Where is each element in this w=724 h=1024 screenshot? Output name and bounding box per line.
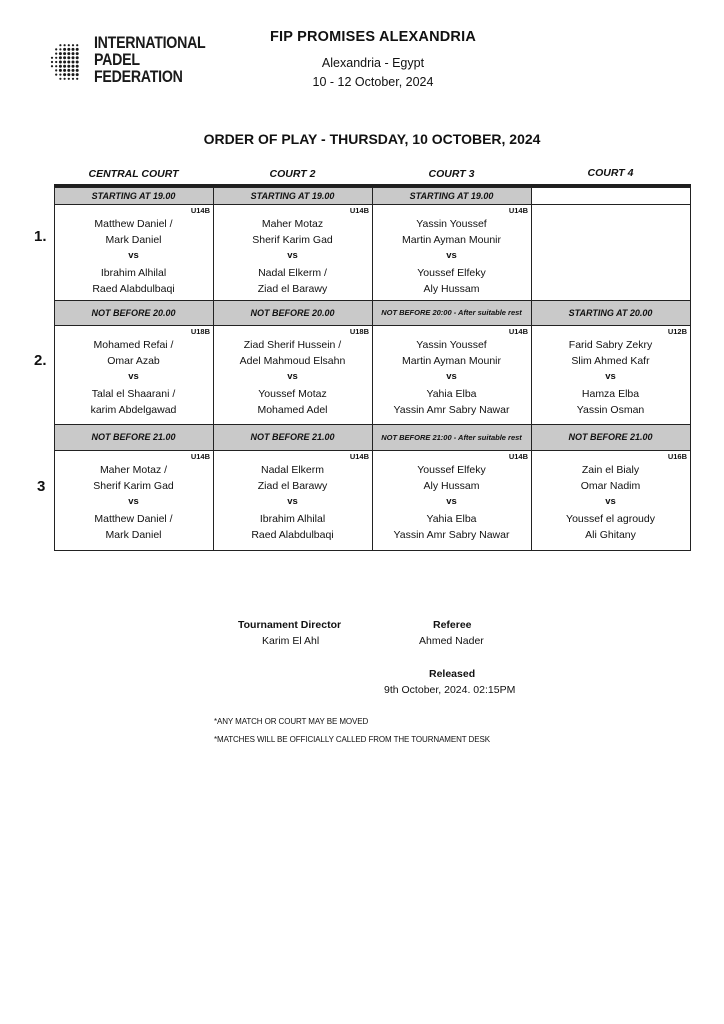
logo-dot: [63, 48, 66, 51]
logo-dot: [72, 48, 75, 51]
time-slot-label: NOT BEFORE 21.00: [91, 432, 176, 442]
logo-dot: [51, 57, 53, 59]
player-name: Youssef el agroudy: [566, 513, 655, 525]
category-label: U14B: [349, 452, 369, 461]
logo-dot: [76, 73, 79, 76]
grid-line: [372, 187, 373, 551]
grid-line: [690, 187, 691, 551]
player-name: Martin Ayman Mounir: [401, 234, 501, 246]
player-name: Yassin Youssef: [416, 218, 487, 230]
versus-label: vs: [128, 371, 139, 382]
time-slot-label: STARTING AT 19.00: [91, 190, 176, 201]
logo-dot: [64, 78, 66, 80]
player-name: Ali Ghitany: [585, 529, 636, 541]
logo-dot: [67, 73, 70, 76]
footer-note: *MATCHES WILL BE OFFICIALLY CALLED FROM THE TOURNAMENT DESK: [214, 735, 490, 744]
padel-ball-icon: [48, 33, 92, 91]
director-label: Tournament Director: [238, 619, 342, 631]
player-name: Yassin Amr Sabry Nawar: [393, 404, 510, 416]
player-name: Ibrahim Alhilal: [259, 513, 326, 525]
court-header: COURT 4: [587, 167, 634, 179]
player-name: Ibrahim Alhilal: [100, 267, 167, 279]
player-name: Mohamed Refai /: [93, 339, 174, 351]
logo-dot: [72, 69, 75, 72]
player-name: Nadal Elkerm: [260, 464, 325, 476]
logo-dot: [76, 61, 79, 64]
logo-dot: [59, 48, 61, 50]
player-name: Youssef Elfeky: [417, 267, 486, 279]
player-name: Farid Sabry Zekry: [568, 339, 653, 351]
category-label: U14B: [508, 452, 528, 461]
logo-dot: [55, 65, 57, 67]
round-number: 1.: [34, 228, 47, 245]
player-name: Adel Mahmoud Elsahn: [239, 355, 346, 367]
player-name: Raed Alabdulbaqi: [92, 283, 175, 295]
player-name: Talal el Shaarani /: [91, 388, 176, 400]
time-slot-label: NOT BEFORE 20.00: [250, 307, 335, 318]
player-name: Mark Daniel: [105, 529, 162, 541]
category-label: U14B: [508, 206, 528, 215]
logo-dot: [76, 48, 79, 51]
player-name: Omar Nadim: [580, 480, 641, 492]
logo-dot: [51, 61, 53, 63]
player-name: karim Abdelgawad: [90, 404, 177, 416]
logo-dot: [67, 69, 70, 72]
logo-dot: [68, 78, 70, 80]
logo-dot: [72, 65, 75, 68]
logo-dot: [72, 52, 75, 55]
player-name: Raed Alabdulbaqi: [251, 529, 334, 541]
logo-dot: [76, 65, 79, 68]
logo-dot: [67, 61, 70, 64]
logo-dot: [59, 44, 61, 46]
player-name: Yahia Elba: [426, 513, 477, 525]
logo-dot: [55, 48, 57, 50]
logo-dot: [63, 61, 66, 64]
logo-dot: [59, 52, 62, 55]
versus-label: vs: [605, 371, 616, 382]
logo-dot: [72, 56, 75, 59]
time-slot-label: NOT BEFORE 20:00 - After suitable rest: [381, 308, 522, 317]
player-name: Slim Ahmed Kafr: [571, 355, 650, 367]
category-label: U18B: [349, 327, 369, 336]
logo-dot: [59, 74, 61, 76]
category-label: U14B: [190, 206, 210, 215]
grid-line: [54, 187, 55, 551]
time-slot-label: STARTING AT 20.00: [568, 307, 653, 318]
round-number: 2.: [34, 352, 47, 369]
player-name: Matthew Daniel /: [94, 513, 173, 525]
player-name: Omar Azab: [107, 355, 160, 367]
player-name: Youssef Motaz: [258, 388, 327, 400]
versus-label: vs: [128, 250, 139, 261]
category-label: U12B: [667, 327, 687, 336]
player-name: Maher Motaz /: [99, 464, 168, 476]
category-label: U18B: [190, 327, 210, 336]
versus-label: vs: [128, 496, 139, 507]
logo-dot: [72, 61, 75, 64]
court-header: COURT 3: [428, 168, 475, 180]
grid-line: [213, 187, 214, 551]
logo-dot: [55, 74, 57, 76]
player-name: Aly Hussam: [423, 283, 480, 295]
time-slot-label: STARTING AT 19.00: [250, 190, 335, 201]
logo-dot: [76, 69, 79, 72]
time-slot-label: NOT BEFORE 21.00: [250, 432, 335, 442]
logo-dot: [67, 65, 70, 68]
schedule-grid: [54, 184, 691, 551]
player-name: Mark Daniel: [105, 234, 162, 246]
logo-dot: [55, 57, 57, 59]
logo-dot: [72, 73, 75, 76]
court-header: COURT 2: [269, 168, 316, 180]
logo-line: INTERNATIONAL: [94, 34, 206, 52]
logo-dot: [68, 44, 70, 46]
player-name: Maher Motaz: [261, 218, 324, 230]
released-label: Released: [429, 668, 476, 680]
player-name: Zain el Bialy: [581, 464, 640, 476]
logo-dot: [63, 69, 66, 72]
logo-dot: [76, 44, 78, 46]
player-name: Yassin Youssef: [416, 339, 487, 351]
player-name: Mohamed Adel: [257, 404, 328, 416]
versus-label: vs: [287, 496, 298, 507]
category-label: U14B: [349, 206, 369, 215]
tournament-title: FIP PROMISES ALEXANDRIA: [269, 29, 476, 45]
versus-label: vs: [446, 371, 457, 382]
time-slot-label: [533, 187, 688, 204]
referee-name: Ahmed Nader: [419, 635, 484, 647]
versus-label: vs: [446, 250, 457, 261]
round-number: 3: [37, 478, 46, 495]
player-name: Yahia Elba: [426, 388, 477, 400]
logo-dot: [67, 52, 70, 55]
logo-dot: [59, 69, 62, 72]
tournament-dates: 10 - 12 October, 2024: [312, 75, 434, 89]
player-name: Ziad el Barawy: [257, 283, 328, 295]
time-slot-label: NOT BEFORE 21.00: [568, 432, 653, 442]
logo-dot: [63, 65, 66, 68]
player-name: Yassin Amr Sabry Nawar: [393, 529, 510, 541]
logo-dot: [55, 61, 57, 63]
player-name: Martin Ayman Mounir: [401, 355, 501, 367]
player-name: Yassin Osman: [576, 404, 645, 416]
category-label: U16B: [667, 452, 687, 461]
logo-dot: [59, 78, 61, 80]
logo-dot: [67, 48, 70, 51]
logo-dot: [72, 44, 74, 46]
court-header: CENTRAL COURT: [88, 168, 179, 180]
logo-dot: [59, 56, 62, 59]
player-name: Hamza Elba: [581, 388, 640, 400]
time-slot-label: STARTING AT 19.00: [409, 190, 494, 201]
player-name: Sherif Karim Gad: [93, 480, 174, 492]
player-name: Nadal Elkerm /: [258, 267, 327, 279]
logo-dot: [67, 56, 70, 59]
time-slot-label: NOT BEFORE 21:00 - After suitable rest: [381, 432, 522, 442]
logo-line: FEDERATION: [94, 68, 183, 86]
grid-line: [531, 187, 532, 551]
player-name: Matthew Daniel /: [94, 218, 173, 230]
logo-dot: [55, 53, 57, 55]
logo-dot: [59, 65, 62, 68]
player-name: Ziad el Barawy: [257, 480, 328, 492]
player-name: Aly Hussam: [423, 480, 480, 492]
logo-dot: [59, 61, 62, 64]
versus-label: vs: [287, 371, 298, 382]
director-name: Karim El Ahl: [262, 635, 320, 647]
logo-line: PADEL: [94, 51, 140, 69]
player-name: Youssef Elfeky: [417, 464, 486, 476]
logo-dot: [63, 52, 66, 55]
order-of-play-heading: ORDER OF PLAY - THURSDAY, 10 OCTOBER, 2024: [203, 131, 541, 147]
footer-note: *ANY MATCH OR COURT MAY BE MOVED: [214, 717, 369, 726]
versus-label: vs: [287, 250, 298, 261]
logo-dot: [76, 78, 78, 80]
player-name: Ziad Sherif Hussein /: [243, 339, 342, 351]
logo-dot: [64, 44, 66, 46]
tournament-location: Alexandria - Egypt: [321, 56, 425, 70]
referee-label: Referee: [433, 619, 472, 631]
category-label: U14B: [190, 452, 210, 461]
logo-dot: [76, 52, 79, 55]
category-label: U14B: [508, 327, 528, 336]
logo-dot: [76, 56, 79, 59]
released-value: 9th October, 2024. 02:15PM: [384, 684, 516, 696]
logo-dot: [51, 65, 53, 67]
logo-dot: [72, 78, 74, 80]
logo-dot: [55, 69, 57, 71]
player-name: Sherif Karim Gad: [252, 234, 333, 246]
versus-label: vs: [446, 496, 457, 507]
logo-dot: [63, 73, 66, 76]
time-slot-label: NOT BEFORE 20.00: [91, 307, 176, 318]
versus-label: vs: [605, 496, 616, 507]
logo-dot: [63, 56, 66, 59]
